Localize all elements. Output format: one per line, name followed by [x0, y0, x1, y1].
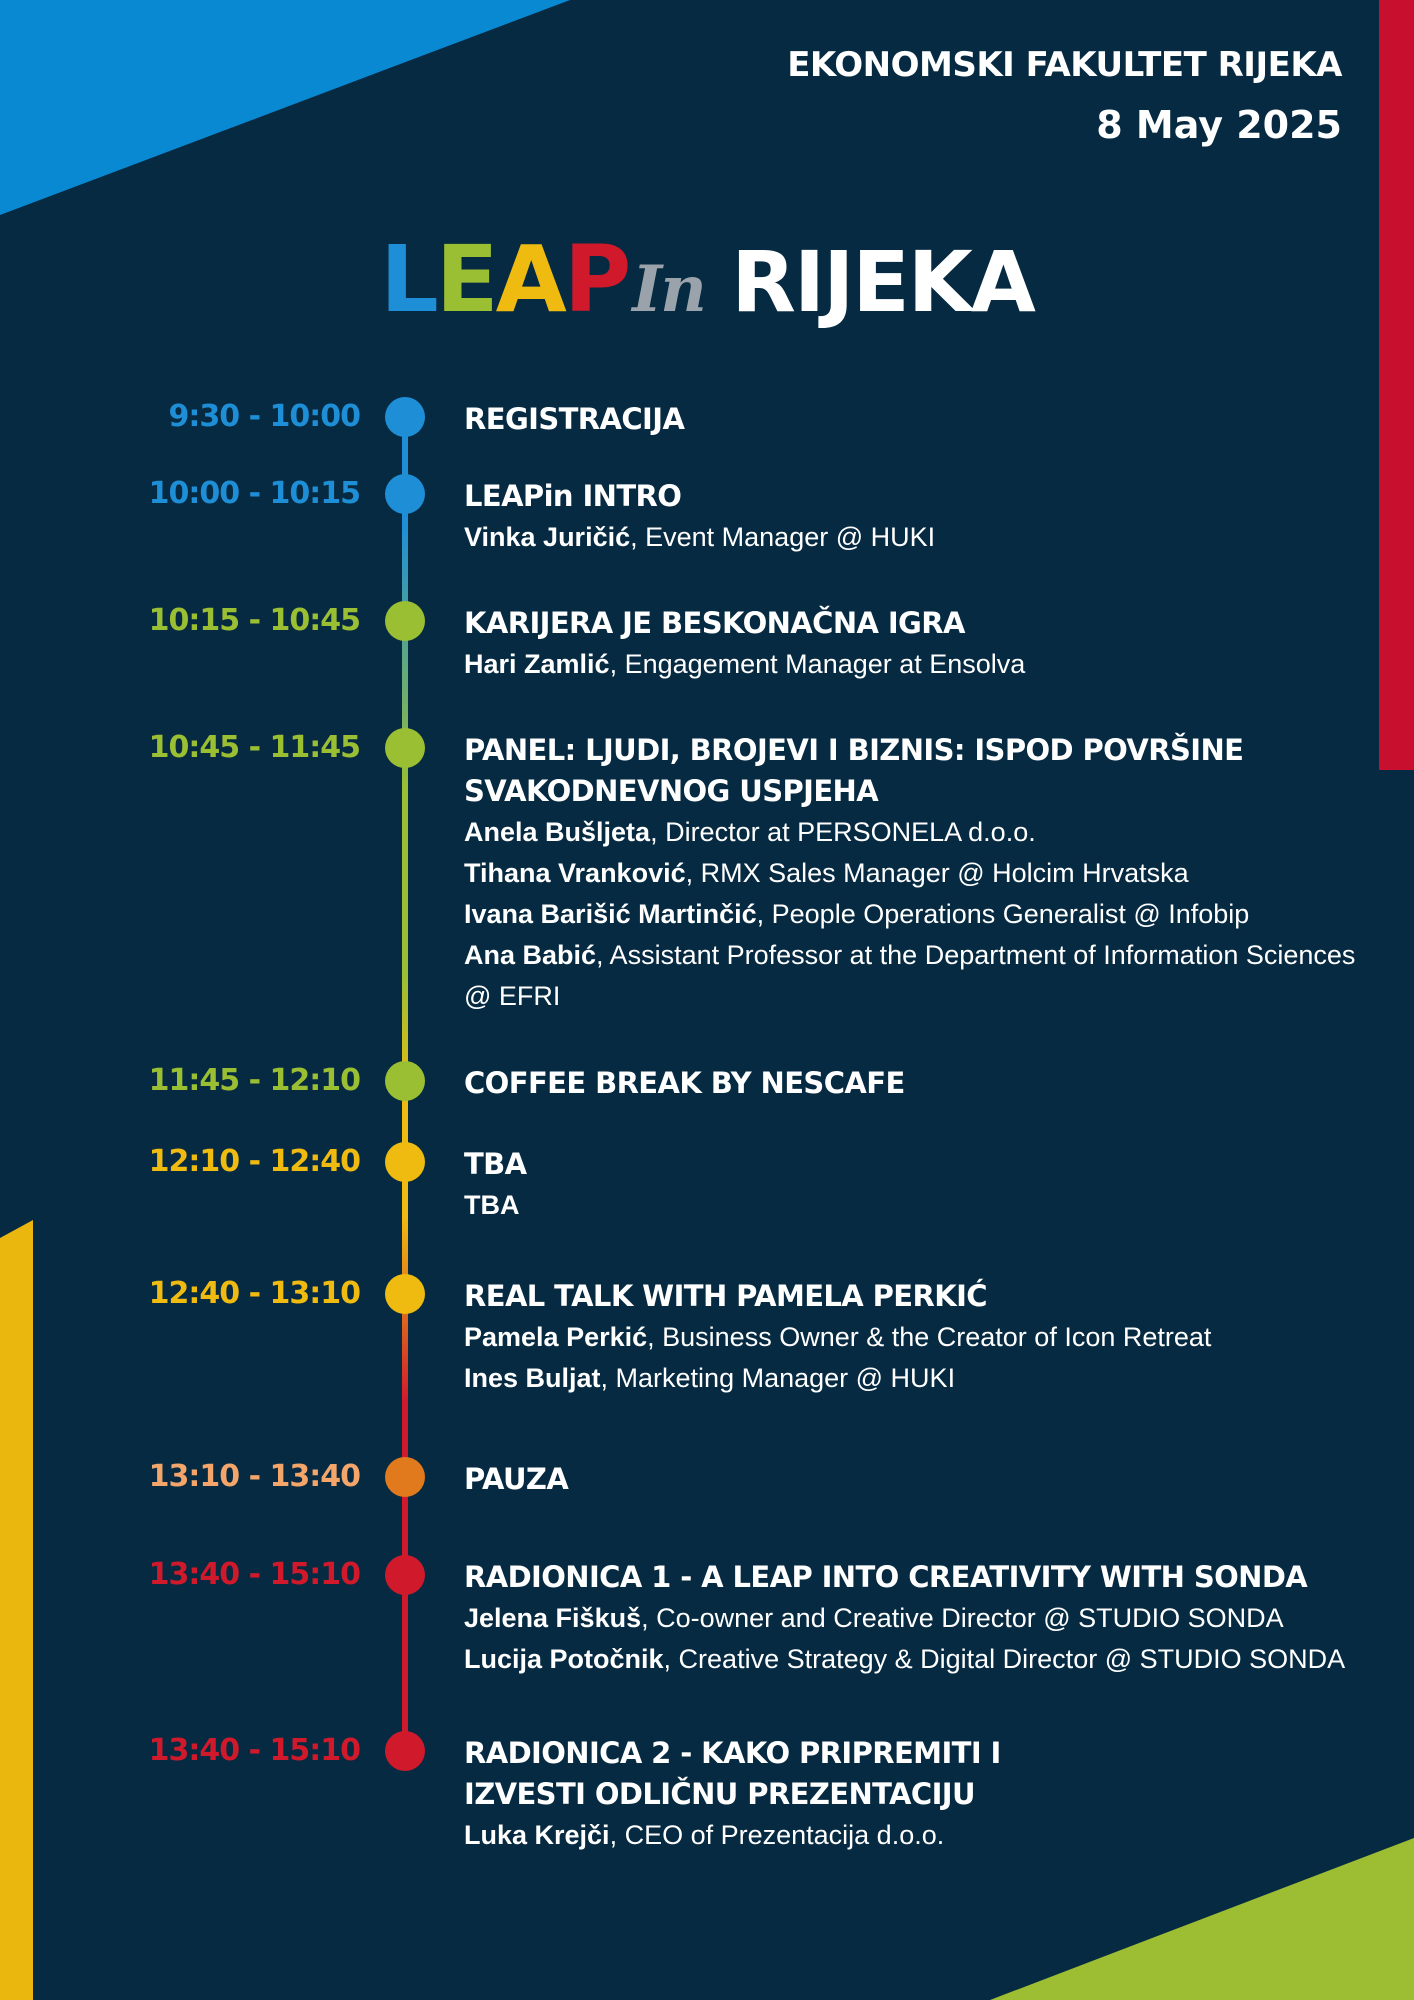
speaker-line [464, 894, 1384, 935]
session-details [464, 399, 1384, 440]
blue-corner-shape [0, 0, 570, 215]
speaker-name: Tihana Vranković [464, 858, 686, 888]
logo-letter-l: L [380, 226, 436, 333]
session-title: KARIJERA JE BESKONAČNA IGRA [464, 606, 965, 640]
speaker-name: Jelena Fiškuš [464, 1603, 642, 1633]
speaker-name: Ana Babić [464, 940, 597, 970]
event-header [787, 45, 1342, 147]
speaker-role: , Business Owner & the Creator of Icon Retreat [647, 1322, 1212, 1352]
leap-logo [380, 226, 709, 333]
timeline-dot [385, 1274, 425, 1314]
session-details [464, 730, 1384, 1017]
speaker-name: TBA [464, 1190, 520, 1220]
speaker-role: , Creative Strategy & Digital Director @ STUDIO SONDA [663, 1644, 1346, 1674]
speaker-line [464, 812, 1384, 853]
timeline-dot [385, 397, 425, 437]
speaker-line [464, 1639, 1384, 1680]
session-title: RADIONICA 2 - KAKO PRIPREMITI I IZVESTI ODLIČNU PREZENTACIJU [464, 1736, 1001, 1811]
speaker-line [464, 1598, 1384, 1639]
session-title: PAUZA [464, 1462, 569, 1496]
speaker-line [464, 853, 1384, 894]
green-corner-shape [990, 1838, 1414, 2000]
session-time: 13:10 - 13:40 [148, 1459, 360, 1494]
timeline-dot [385, 1142, 425, 1182]
speaker-role: , CEO of Prezentacija d.o.o. [609, 1820, 945, 1850]
speaker-role: , Assistant Professor at the Department of Information Sciences @ EFRI [464, 940, 1356, 1011]
timeline-dot [385, 728, 425, 768]
session-time: 13:40 - 15:10 [148, 1557, 360, 1592]
speaker-name: Luka Krejči [464, 1820, 610, 1850]
speaker-role: , People Operations Generalist @ Infobip [756, 899, 1250, 929]
session-details [464, 1276, 1384, 1399]
speaker-line [464, 644, 1384, 685]
speaker-role: , Director at PERSONELA d.o.o. [650, 817, 1036, 847]
session-time: 10:15 - 10:45 [148, 603, 360, 638]
speaker-line [464, 1317, 1384, 1358]
timeline-dot [385, 1061, 425, 1101]
speaker-line [464, 1815, 1384, 1856]
speaker-name: Lucija Potočnik [464, 1644, 664, 1674]
timeline-dot [385, 1555, 425, 1595]
speaker-name: Hari Zamlić [464, 649, 610, 679]
speaker-role: , Co-owner and Creative Director @ STUDIO SONDA [641, 1603, 1284, 1633]
organization-name: EKONOMSKI FAKULTET RIJEKA [787, 45, 1342, 85]
red-edge-bar [1379, 0, 1414, 770]
session-details [464, 1733, 1384, 1856]
speaker-role: , RMX Sales Manager @ Holcim Hrvatska [685, 858, 1189, 888]
timeline-dot [385, 474, 425, 514]
speaker-name: Ines Buljat [464, 1363, 601, 1393]
speaker-name: Anela Bušljeta [464, 817, 651, 847]
session-time: 11:45 - 12:10 [148, 1063, 360, 1098]
session-time: 10:45 - 11:45 [148, 730, 360, 765]
speaker-name: Ivana Barišić Martinčić [464, 899, 757, 929]
yellow-edge-bar [0, 1220, 33, 2000]
session-details [464, 1459, 1384, 1500]
speaker-name: Vinka Juričić [464, 522, 631, 552]
speaker-line [464, 1358, 1384, 1399]
logo-letter-p: P [563, 226, 629, 333]
logo-in-script: In [632, 252, 705, 327]
session-time: 12:40 - 13:10 [148, 1276, 360, 1311]
speaker-role: , Event Manager @ HUKI [630, 522, 936, 552]
event-title [0, 226, 1414, 333]
session-details [464, 1557, 1384, 1680]
session-title: COFFEE BREAK BY NESCAFE [464, 1066, 905, 1100]
session-title: REAL TALK WITH PAMELA PERKIĆ [464, 1279, 987, 1313]
session-title: REGISTRACIJA [464, 402, 685, 436]
speaker-role: , Engagement Manager at Ensolva [609, 649, 1026, 679]
session-details [464, 603, 1384, 685]
session-title: LEAPin INTRO [464, 479, 682, 513]
session-time: 10:00 - 10:15 [148, 476, 360, 511]
city-name: RIJEKA [731, 233, 1034, 331]
session-details [464, 1144, 1384, 1226]
speaker-name: Pamela Perkić [464, 1322, 648, 1352]
speaker-line [464, 1185, 1384, 1226]
timeline-dot [385, 601, 425, 641]
session-details [464, 1063, 1384, 1104]
session-time: 12:10 - 12:40 [148, 1144, 360, 1179]
session-title: PANEL: LJUDI, BROJEVI I BIZNIS: ISPOD POVRŠINE SVAKODNEVNOG USPJEHA [464, 733, 1244, 808]
speaker-line [464, 517, 1384, 558]
session-details [464, 476, 1384, 558]
timeline-dot [385, 1731, 425, 1771]
session-time: 9:30 - 10:00 [168, 399, 360, 434]
logo-letter-a: A [495, 226, 564, 333]
session-title: RADIONICA 1 - A LEAP INTO CREATIVITY WITH SONDA [464, 1560, 1308, 1594]
timeline-dot [385, 1457, 425, 1497]
session-title: TBA [464, 1147, 527, 1181]
session-time: 13:40 - 15:10 [148, 1733, 360, 1768]
speaker-role: , Marketing Manager @ HUKI [600, 1363, 956, 1393]
event-date: 8 May 2025 [1096, 103, 1342, 147]
logo-letter-e: E [435, 226, 496, 333]
speaker-line [464, 935, 1384, 1017]
